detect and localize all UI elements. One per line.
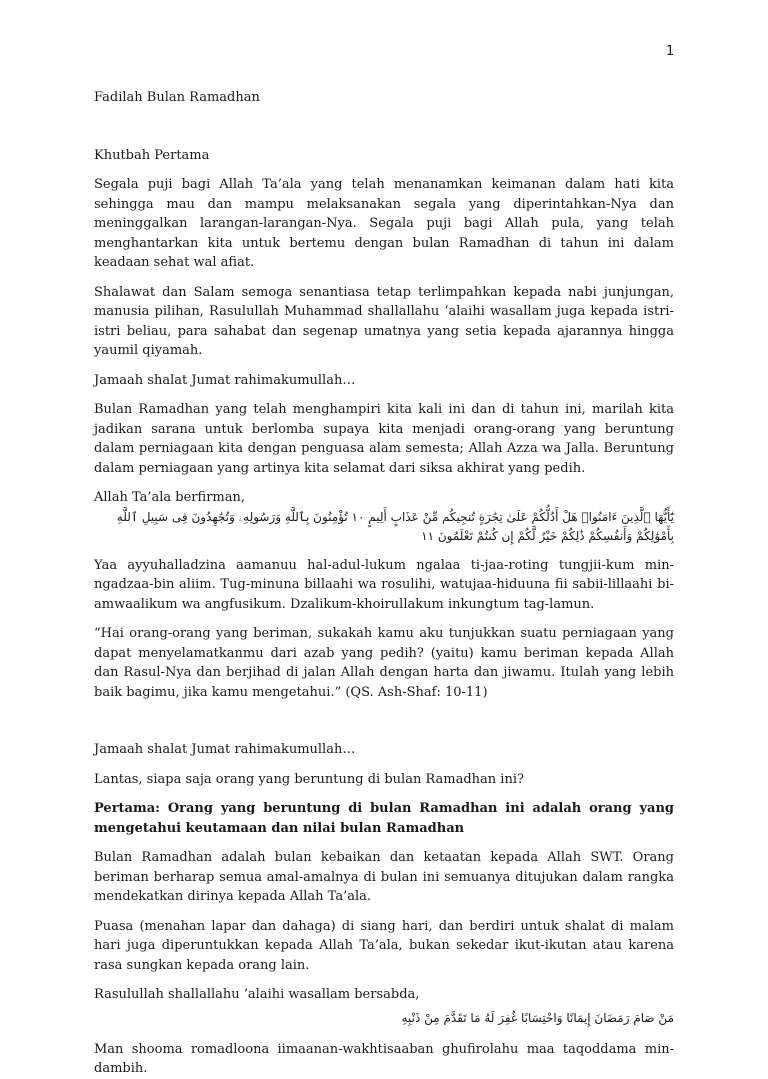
paragraph-question: Lantas, siapa saja orang yang beruntung di bulan Ramadhan ini? bbox=[94, 771, 524, 787]
arabic-hadith: مَنْ صَامَ رَمَضَانَ إِيمَانًا وَاحْتِسَابًا غُفِرَ لَهُ مَا تَقَدَّمَ مِنْ ذَنْبِهِ bbox=[401, 1010, 674, 1025]
paragraph-address-1: Jamaah shalat Jumat rahimakumullah… bbox=[94, 372, 356, 388]
paragraph-ramadhan-kebaikan: Bulan Ramadhan adalah bulan kebaikan dan ketaatan kepada Allah SWT. Orang beriman berharap semua amal-amalnya di bulan ini semuanya ditujukan dalam rangka mendekatkan dirinya kepada Allah Ta’ala. bbox=[94, 850, 674, 904]
paragraph-opening-praise: Segala puji bagi Allah Ta’ala yang telah menanamkan keimanan dalam hati kita sehingga mau dan mampu melaksanakan segala yang diperintahkan-Nya dan meninggalkan larangan-larangan-Nya. Segala puji bagi Allah pula, yang telah menghantarkan kita untuk bertemu dengan bulan Ramadhan di tahun ini dalam keadaan sehat wal afiat. bbox=[94, 177, 674, 270]
paragraph-allah-berfirman: Allah Ta’ala berfirman, bbox=[94, 490, 245, 505]
arabic-verse: يَٰٓأَيُّهَا ٱلَّذِينَ ءَامَنُوا۟ هَلْ أَدُلُّكُمْ عَلَىٰ تِجَٰرَةٍ تُنجِيكُم مِّنْ عَذَابٍ أَلِيمٍ ١٠ تُؤْمِنُونَ بِٱللَّهِ وَرَسُولِهِۦ وَتُجَٰهِدُونَ فِى سَبِيلِ ٱللَّهِ بِأَمْوَٰلِكُمْ وَأَنفُسِكُمْ ذَٰلِكُمْ خَيْرٌ لَّكُمْ إِن كُنتُمْ تَعْلَمُونَ ١١ bbox=[116, 509, 674, 543]
document-title: Fadilah Bulan Ramadhan bbox=[94, 90, 260, 105]
section-heading: Khutbah Pertama bbox=[94, 147, 210, 163]
page-number: 1 bbox=[666, 44, 675, 59]
document-body bbox=[94, 88, 674, 1079]
paragraph-transliteration: Yaa ayyuhalladzina aamanuu hal-adul-lukum ngalaa ti-jaa-roting tungjii-kum min-ngadzaa-bin aliim. Tug-minuna billaahi wa rosulihi, watujaa-hiduuna fii sabii-lillaahi bi-amwaalikum wa angfusikum. Dzalikum-khoirullakum inkungtum tag-lamun. bbox=[94, 557, 674, 612]
paragraph-address-2: Jamaah shalat Jumat rahimakumullah… bbox=[94, 742, 356, 757]
paragraph-translation: “Hai orang-orang yang beriman, sukakah kamu aku tunjukkan suatu perniagaan yang dapat menyelamatkanmu dari azab yang pedih? (yaitu) kamu beriman kepada Allah dan Rasul-Nya dan berjihad di jalan Allah dengan harta dan jiwamu. Itulah yang lebih baik bagimu, jika kamu mengetahui.” (QS. Ash-Shaf: 10-11) bbox=[94, 626, 674, 700]
paragraph-shalawat: Shalawat dan Salam semoga senantiasa tetap terlimpahkan kepada nabi junjungan, manusia pilihan, Rasulullah Muhammad shallallahu ‘alaihi wasallam juga kepada istri-istri beliau, para sahabat dan segenap umatnya yang setia kepada ajarannya hingga yaumil qiyamah. bbox=[94, 284, 674, 358]
paragraph-hadith-transliteration: Man shooma romadloona iimaanan-wakhtisaaban ghufirolahu maa taqoddama min-dambih. bbox=[94, 1041, 674, 1076]
paragraph-point-one: Pertama: Orang yang beruntung di bulan Ramadhan ini adalah orang yang mengetahui keutamaan dan nilai bulan Ramadhan bbox=[94, 801, 674, 836]
paragraph-ramadhan-intro: Bulan Ramadhan yang telah menghampiri kita kali ini dan di tahun ini, marilah kita jadikan sarana untuk berlomba supaya kita menjadi orang-orang yang beruntung dalam perniagaan kita dengan penguasa alam semesta; Allah Azza wa Jalla. Beruntung dalam perniagaan yang artinya kita selamat dari siksa akhirat yang pedih. bbox=[94, 402, 674, 476]
paragraph-puasa: Puasa (menahan lapar dan dahaga) di siang hari, dan berdiri untuk shalat di malam hari juga diperuntukkan kepada Allah Ta’ala, bukan sekedar ikut-ikutan atau karena rasa sungkan kepada orang lain. bbox=[94, 918, 674, 973]
paragraph-rasulullah-bersabda: Rasulullah shallallahu ‘alaihi wasallam bersabda, bbox=[94, 987, 420, 1002]
